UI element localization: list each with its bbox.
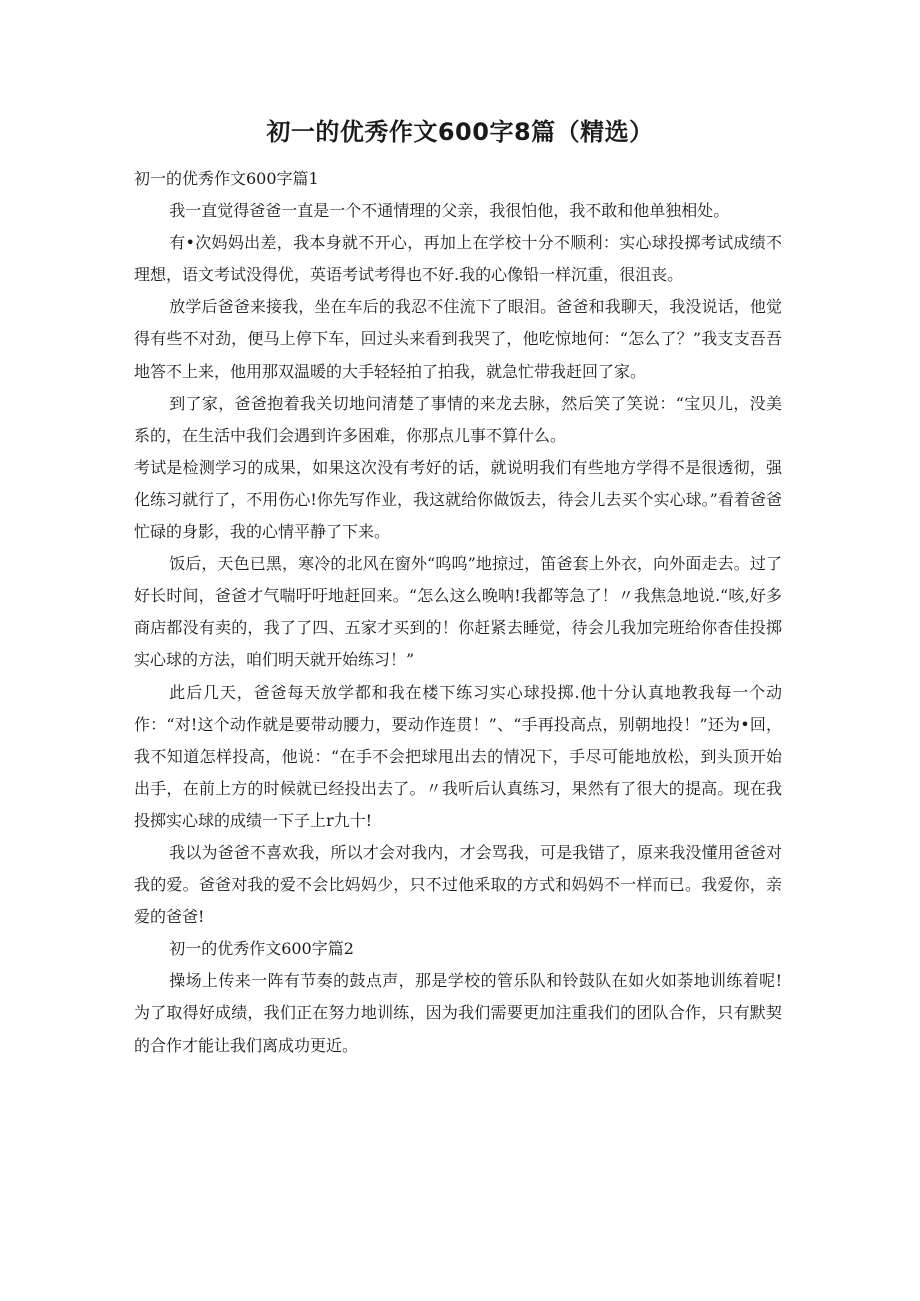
document-title: 初一的优秀作文600字8篇（精选） [266, 118, 654, 146]
paragraph: 我以为爸爸不喜欢我，所以才会对我内，才会骂我，可是我错了，原来我没懂用爸爸对我的爱。爸爸对我的爱不会比妈妈少，只不过他釆取的方式和妈妈不一样而已。我爱你，亲爱的爸爸! [134, 842, 782, 927]
document-body [134, 163, 782, 1062]
paragraph: 我一直觉得爸爸一直是一个不通情理的父亲，我很怕他，我不敢和他单独相处。 [169, 201, 730, 221]
paragraph: 放学后爸爸来接我，坐在车后的我忍不住流下了眼泪。爸爸和我聊天，我没说话，他觉得有些不对劲，便马上停下车，回过头来看到我哭了，他吃惊地何：“怎么了？”我支支吾吾地答不上来，他用那双温暖的大手轻轻拍了拍我，就急忙带我赶回了家。 [134, 297, 782, 381]
paragraph: 到了家，爸爸抱着我关切地问清楚了事情的来龙去脉，然后笑了笑说：“宝贝儿，没美系的，在生活中我们会遇到许多困难，你那点儿事不算什么。 [134, 393, 782, 445]
paragraph-noindent: 考试是检测学习的成果，如果这次没有考好的话，就说明我们有些地方学得不是很透彻，强化练习就行了，不用伤心!你先写作业，我这就给你做饭去，待会儿去买个实心球。”看着爸爸忙碌的身影，我的心情平静了下来。 [134, 457, 782, 542]
paragraph: 此后几天，爸爸每天放学都和我在楼下练习实心球投掷.他十分认真地教我每一个动作：“对!这个动作就是要带动腰力，要动作连贯！”、“手再投高点，别朝地投！”还为•回，我不知道怎样投高，他说：“在手不会把球甩出去的情况下，手尽可能地放松，到头顶开始出手，在前上方的时候就已经投出去了。〃我听后认真练习，果然有了很大的提高。现在我投掷实心球的成绩一下子上r九十! [134, 682, 782, 830]
paragraph: 饭后，天色已黑，寒冷的北风在窗外“呜呜”地掠过，笛爸套上外衣，向外面走去。过了好长时间，爸爸才气喘吁吁地赶回来。“怎么这么晚呐!我都等急了！〃我焦急地说.“咳,好多商店都没有卖的，我了了四、五家才买到的！你赶紧去睡觉，待会儿我加完班给你杳佳投掷实心球的方法，咱们明天就开始练习！” [134, 554, 782, 670]
paragraph: 操场上传来一阵有节奏的鼓点声，那是学校的管乐队和铃鼓队在如火如荼地训练着呢!为了取得好成绩，我们正在努力地训练，因为我们需要更加注重我们的团队合作，只有默契的合作才能让我们离成功更近。 [134, 971, 782, 1055]
paragraph: 有•次妈妈出差，我本身就不开心，再加上在学校十分不顺利：实心球投掷考试成绩不理想，语文考试没得优，英语考试考得也不好.我的心像铅一样沉重，很沮丧。 [134, 233, 782, 285]
section-heading-2: 初一的优秀作文600字篇2 [169, 939, 354, 959]
section-heading-1: 初一的优秀作文600字篇1 [134, 169, 319, 188]
